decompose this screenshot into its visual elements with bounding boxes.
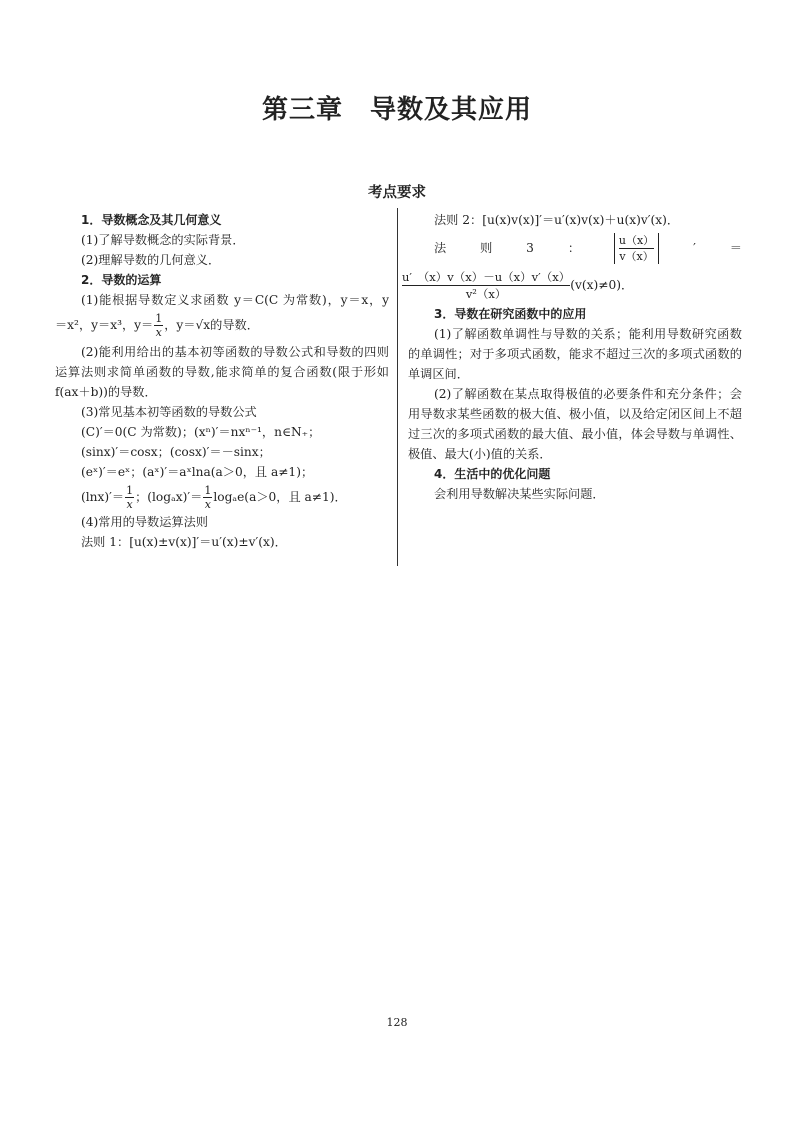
text-segment: 法 [434,241,447,255]
section-title: 考点要求 [368,185,426,201]
text-segment: ，y＝√x的导数． [164,318,259,332]
list-item: (1)了解导数概念的实际背景． [81,233,245,247]
text-segment: logₐe(a＞0，且 a≠1)． [213,490,347,504]
text-segment: (lnx)′＝ [81,490,125,504]
subheading-rules: (4)常用的导数运算法则 [81,515,208,529]
fraction [203,484,212,511]
fraction-denominator: x [155,325,162,339]
fraction-numerator: 1 [126,483,134,497]
text-segment: 3 [526,241,534,255]
page-number: 128 [386,1016,408,1029]
text-segment: ＝x²，y＝x³，y＝ [55,318,154,332]
prime-mark: ′ [693,241,696,255]
text-segment: (v(x)≠0)． [570,278,634,292]
quotient-denominator: v（x） [619,249,654,263]
fraction-denominator: x [204,497,211,511]
rule-3-result [402,266,742,304]
paragraph-optimization: 会利用导数解决某些实际问题． [434,487,605,501]
fraction [154,312,163,339]
fraction-denominator: x [126,497,133,511]
heading-applications: 3．导数在研究函数中的应用 [434,307,587,321]
rule-2: 法则 2：[u(x)v(x)]′＝u′(x)v(x)＋u(x)v′(x)． [434,213,680,227]
formula-line: (eˣ)′＝eˣ；(aˣ)′＝aˣlna(a＞0，且 a≠1)； [81,465,314,479]
fraction-numerator: 1 [155,311,163,325]
text-segment: ： [567,241,580,255]
paragraph-monotonicity: (1)了解函数单调性与导数的关系；能利用导数研究函数的单调性；对于多项式函数，能求不超过三次的多项式函数的单调区间． [408,327,742,381]
formula-line: (sinx)′＝cosx；(cosx)′＝－sinx； [81,445,271,459]
heading-derivative-concept: 1．导数概念及其几何意义 [81,213,222,227]
quotient-rule-fraction [402,269,570,302]
paragraph-extrema: (2)了解函数在某点取得极值的必要条件和充分条件；会用导数求某些函数的极大值、极小值，以及给定闭区间上不超过三次的多项式函数的最大值、最小值，体会导数与单调性、极值、最大(小)值的关系． [408,387,742,461]
text-segment: ；(logₐx)′＝ [135,490,203,504]
right-column [402,210,742,504]
paragraph-definition-line1: (1)能根据导数定义求函数 y＝C(C 为常数)，y＝x，y [81,293,389,307]
rule-1: 法则 1：[u(x)±v(x)]′＝u′(x)±v′(x)． [81,535,287,549]
formula-line-log [55,482,389,512]
fraction [125,484,134,511]
quotient-numerator: u（x） [618,233,655,247]
column-divider [397,208,398,566]
paragraph-basic-functions: (2)能利用给出的基本初等函数的导数公式和导数的四则运算法则求简单函数的导数,能求简单的复合函数(限于形如 f(ax＋b))的导数． [55,345,389,399]
subheading-formulas: (3)常见基本初等函数的导数公式 [81,405,257,419]
heading-optimization: 4．生活中的优化问题 [434,467,551,481]
paragraph-definition-line2 [55,310,389,340]
left-column [55,210,389,552]
chapter-title: 第三章 导数及其应用 [261,95,532,125]
rule-3 [408,230,742,266]
fraction-numerator: u′ （x）v（x）－u（x）v′（x） [402,269,571,284]
list-item: (2)理解导数的几何意义． [81,253,221,267]
equals-sign: ＝ [729,241,742,255]
heading-derivative-operations: 2．导数的运算 [81,273,162,287]
text-segment: 则 [480,241,493,255]
fraction-denominator: v²（x） [465,286,507,301]
fraction-numerator: 1 [204,483,212,497]
formula-line: (C)′＝0(C 为常数)；(xⁿ)′＝nxⁿ⁻¹，n∈N₊； [81,425,321,439]
quotient-bracket [614,233,659,264]
